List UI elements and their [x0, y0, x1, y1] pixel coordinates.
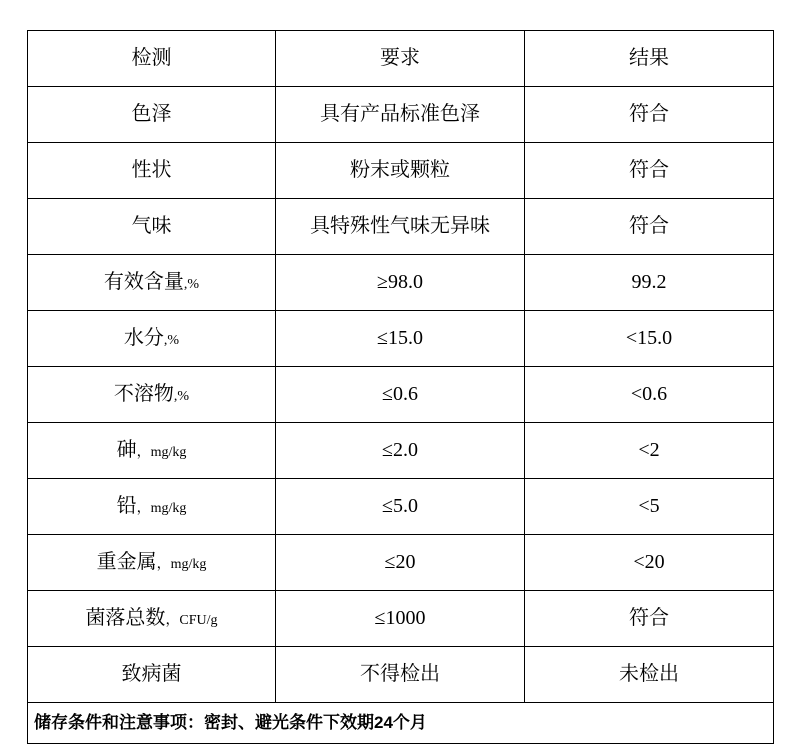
- item-unit: ,%: [163, 333, 180, 348]
- cell-requirement: ≤1000: [276, 591, 525, 647]
- table-row: [28, 199, 774, 255]
- column-header-requirement: 要求: [276, 31, 525, 87]
- table-header-row: [28, 31, 774, 87]
- item-unit: ,%: [173, 389, 190, 404]
- table-row: [28, 367, 774, 423]
- cell-item: [28, 143, 276, 199]
- cell-item: [28, 367, 276, 423]
- cell-item: [28, 591, 276, 647]
- cell-item: [28, 87, 276, 143]
- item-name: 致病菌: [121, 663, 182, 685]
- cell-requirement: ≥98.0: [276, 255, 525, 311]
- cell-result: <5: [525, 479, 774, 535]
- item-name: 水分: [123, 327, 164, 349]
- cell-result: <20: [525, 535, 774, 591]
- cell-requirement: ≤2.0: [276, 423, 525, 479]
- item-name: 铅: [116, 495, 137, 517]
- item-name: 重金属: [96, 551, 157, 573]
- item-name: 气味: [131, 215, 172, 237]
- cell-requirement: ≤20: [276, 535, 525, 591]
- cell-result: 未检出: [525, 647, 774, 703]
- cell-requirement: 具有产品标准色泽: [276, 87, 525, 143]
- cell-item: [28, 199, 276, 255]
- table-row: [28, 87, 774, 143]
- cell-requirement: ≤5.0: [276, 479, 525, 535]
- table-row: [28, 647, 774, 703]
- table-row: [28, 591, 774, 647]
- cell-result: 符合: [525, 591, 774, 647]
- cell-result: 符合: [525, 143, 774, 199]
- table-row: [28, 479, 774, 535]
- table-footer-row: [28, 703, 774, 744]
- cell-item: [28, 647, 276, 703]
- cell-result: 99.2: [525, 255, 774, 311]
- specification-table: [27, 30, 774, 744]
- cell-requirement: ≤15.0: [276, 311, 525, 367]
- item-name: 不溶物: [113, 383, 174, 405]
- cell-result: <0.6: [525, 367, 774, 423]
- cell-item: [28, 311, 276, 367]
- table-row: [28, 255, 774, 311]
- item-unit: ，CFU/g: [165, 613, 218, 628]
- item-unit: ，mg/kg: [136, 445, 187, 460]
- storage-note: 储存条件和注意事项：密封、避光条件下效期24个月: [28, 703, 774, 744]
- cell-requirement: 粉末或颗粒: [276, 143, 525, 199]
- column-header-item: 检测: [28, 31, 276, 87]
- table-row: [28, 311, 774, 367]
- item-name: 砷: [116, 439, 137, 461]
- item-unit: ,%: [183, 277, 200, 292]
- cell-requirement: 具特殊性气味无异味: [276, 199, 525, 255]
- item-name: 性状: [131, 159, 172, 181]
- item-unit: ，mg/kg: [136, 501, 187, 516]
- table-row: [28, 143, 774, 199]
- cell-result: <15.0: [525, 311, 774, 367]
- cell-requirement: 不得检出: [276, 647, 525, 703]
- item-unit: ，mg/kg: [156, 557, 207, 572]
- item-name: 有效含量: [103, 271, 184, 293]
- table-body: [28, 31, 774, 744]
- item-name: 菌落总数: [85, 607, 166, 629]
- cell-result: 符合: [525, 87, 774, 143]
- table-row: [28, 535, 774, 591]
- cell-item: [28, 255, 276, 311]
- cell-result: 符合: [525, 199, 774, 255]
- cell-item: [28, 479, 276, 535]
- cell-item: [28, 423, 276, 479]
- cell-item: [28, 535, 276, 591]
- item-name: 色泽: [131, 103, 172, 125]
- cell-requirement: ≤0.6: [276, 367, 525, 423]
- column-header-result: 结果: [525, 31, 774, 87]
- table-row: [28, 423, 774, 479]
- cell-result: <2: [525, 423, 774, 479]
